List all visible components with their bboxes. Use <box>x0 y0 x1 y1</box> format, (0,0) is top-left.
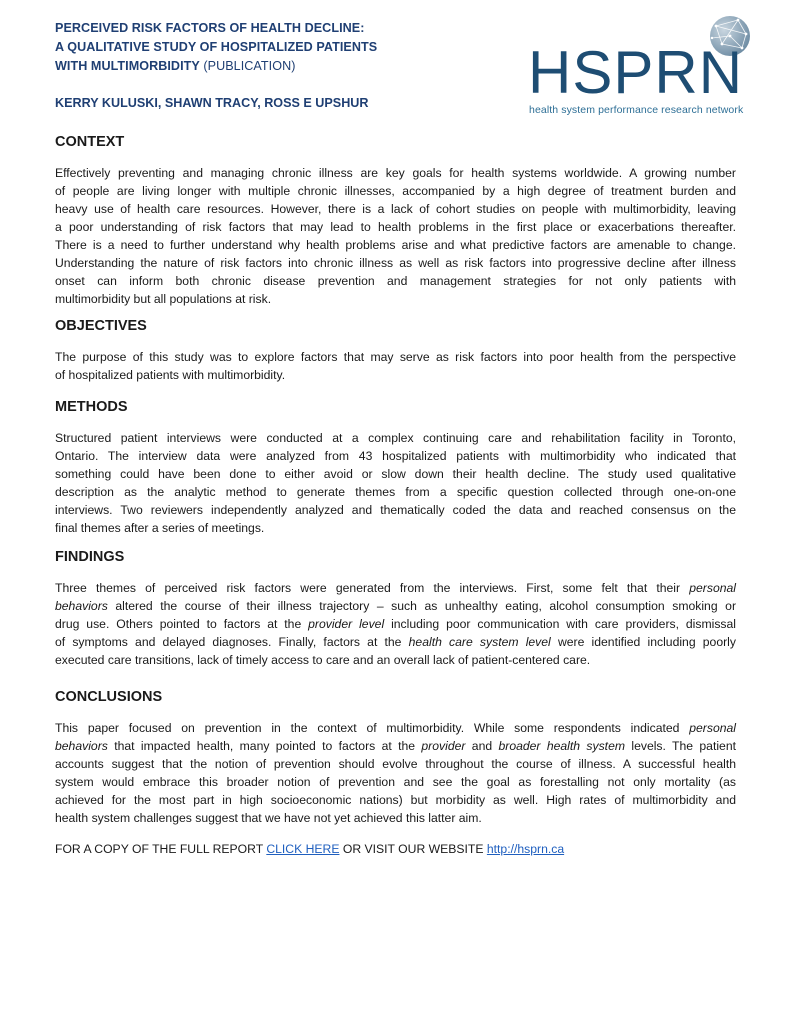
conclusions-emphasis: personal <box>689 721 736 735</box>
findings-line <box>55 615 736 633</box>
title-line-2: A QUALITATIVE STUDY OF HOSPITALIZED PATIENTS <box>55 40 378 54</box>
objectives-body <box>55 348 736 384</box>
methods-line: Ontario. The interview data were analyzed from 43 hospitalized patients with multimorbidity who indicated that <box>55 449 736 463</box>
methods-section <box>55 398 736 537</box>
context-line: a poor understanding of risk factors that may lead to health problems in the first place or exacerbations thereafter. <box>55 220 736 234</box>
publication-title <box>55 19 475 76</box>
findings-line <box>55 579 736 597</box>
methods-line: description as the analytic method to generate themes from a specific question collected through one-on-one <box>55 485 736 499</box>
context-line: Understanding the nature of risk factors into chronic illness as well as risk factors into progressive decline after illness <box>55 256 736 270</box>
conclusions-line: health system challenges suggest that we have not yet achieved this latter aim. <box>55 811 482 825</box>
findings-text: Three themes of perceived risk factors were generated from the interviews. First, some felt that their <box>55 581 690 595</box>
context-line: Effectively preventing and managing chronic illness are key goals for health systems worldwide. A growing number <box>55 166 736 180</box>
conclusions-line <box>55 719 736 737</box>
context-line: of people are living longer with multiple chronic illnesses, accompanied by a high degree of treatment burden and <box>55 184 736 198</box>
findings-emphasis: personal <box>689 581 736 595</box>
footer-middle: OR VISIT OUR WEBSITE <box>339 842 487 856</box>
findings-text: of symptoms and delayed diagnoses. Finally, factors at the <box>55 635 409 649</box>
conclusions-heading: CONCLUSIONS <box>55 689 163 705</box>
conclusions-emphasis: behaviors <box>55 739 108 753</box>
hsprn-logo <box>524 14 754 122</box>
findings-body <box>55 579 736 669</box>
conclusions-line <box>55 737 736 755</box>
logo-wordmark: HSPRN <box>528 39 744 106</box>
conclusions-body <box>55 719 736 827</box>
findings-emphasis: provider level <box>308 617 385 631</box>
methods-heading: METHODS <box>55 399 128 415</box>
objectives-heading: OBJECTIVES <box>55 318 147 334</box>
publication-tag: (PUBLICATION) <box>199 59 296 73</box>
context-line: multimorbidity but all populations at risk. <box>55 292 272 306</box>
title-line-3 <box>55 57 475 76</box>
report-footer <box>55 842 564 856</box>
conclusions-emphasis: broader health system <box>498 739 626 753</box>
objectives-section <box>55 317 736 384</box>
conclusions-line: system would embrace this broader notion of prevention and see the goal as forestalling not only mortality (as <box>55 775 736 789</box>
findings-text: including poor communication with care providers, dismissal <box>384 617 737 631</box>
findings-text: were identified including poorly <box>550 635 736 649</box>
context-heading: CONTEXT <box>55 134 125 150</box>
conclusions-line: achieved for the most part in high socioeconomic nations) but morbidity as well. High rates of multimorbidity and <box>55 793 736 807</box>
context-section <box>55 133 736 308</box>
findings-emphasis: behaviors <box>55 599 108 613</box>
conclusions-emphasis: provider <box>421 739 466 753</box>
methods-line: interviews. Two reviewers independently analyzed and thematically coded the data and reached consensus on the <box>55 503 736 517</box>
conclusions-text: This paper focused on prevention in the context of multimorbidity. While some respondents indicated <box>55 721 690 735</box>
authors: KERRY KULUSKI, SHAWN TRACY, ROSS E UPSHUR <box>55 96 369 110</box>
findings-line <box>55 633 736 651</box>
findings-text: drug use. Others pointed to factors at the <box>55 617 309 631</box>
findings-heading: FINDINGS <box>55 549 125 565</box>
findings-section <box>55 548 736 669</box>
methods-body <box>55 429 736 537</box>
context-line: There is a need to further understand why health problems arise and what predictive factors are amenable to change. <box>55 238 736 252</box>
methods-line: final themes after a series of meetings. <box>55 521 265 535</box>
methods-line: something could have been done to either avoid or slow down their health decline. The study used qualitative <box>55 467 736 481</box>
objectives-line: of hospitalized patients with multimorbidity. <box>55 368 286 382</box>
methods-line: Structured patient interviews were conducted at a complex continuing care and rehabilitation facility in Toronto, <box>55 431 736 445</box>
website-link[interactable]: http://hsprn.ca <box>486 842 565 856</box>
conclusions-text: levels. The patient <box>625 739 736 753</box>
footer-prefix: FOR A COPY OF THE FULL REPORT <box>55 842 267 856</box>
context-line: onset can inform both chronic disease prevention and management strategies for not only patients with <box>55 274 736 288</box>
findings-emphasis: health care system level <box>408 635 551 649</box>
logo-tagline: health system performance research network <box>529 104 744 116</box>
click-here-link[interactable]: CLICK HERE <box>266 842 340 856</box>
findings-line: executed care transitions, lack of timely access to care and an overall lack of patient-centered care. <box>55 653 591 667</box>
title-line-3-text: WITH MULTIMORBIDITY <box>55 59 200 73</box>
objectives-line: The purpose of this study was to explore factors that may serve as risk factors into poor health from the perspective <box>55 350 736 364</box>
conclusions-line: accounts suggest that the notion of prevention should evolve throughout the course of illness. A successful health <box>55 757 736 771</box>
title-line-1: PERCEIVED RISK FACTORS OF HEALTH DECLINE: <box>55 21 365 35</box>
conclusions-section <box>55 688 736 827</box>
conclusions-text: that impacted health, many pointed to factors at the <box>107 739 422 753</box>
findings-text: altered the course of their illness trajectory – such as unhealthy eating, alcohol consumption smoking or <box>107 599 736 613</box>
context-body <box>55 164 736 308</box>
findings-line <box>55 597 736 615</box>
context-line: heavy use of health care resources. However, there is a lack of cohort studies on people with multimorbidity, leaving <box>55 202 736 216</box>
conclusions-text: and <box>465 739 499 753</box>
